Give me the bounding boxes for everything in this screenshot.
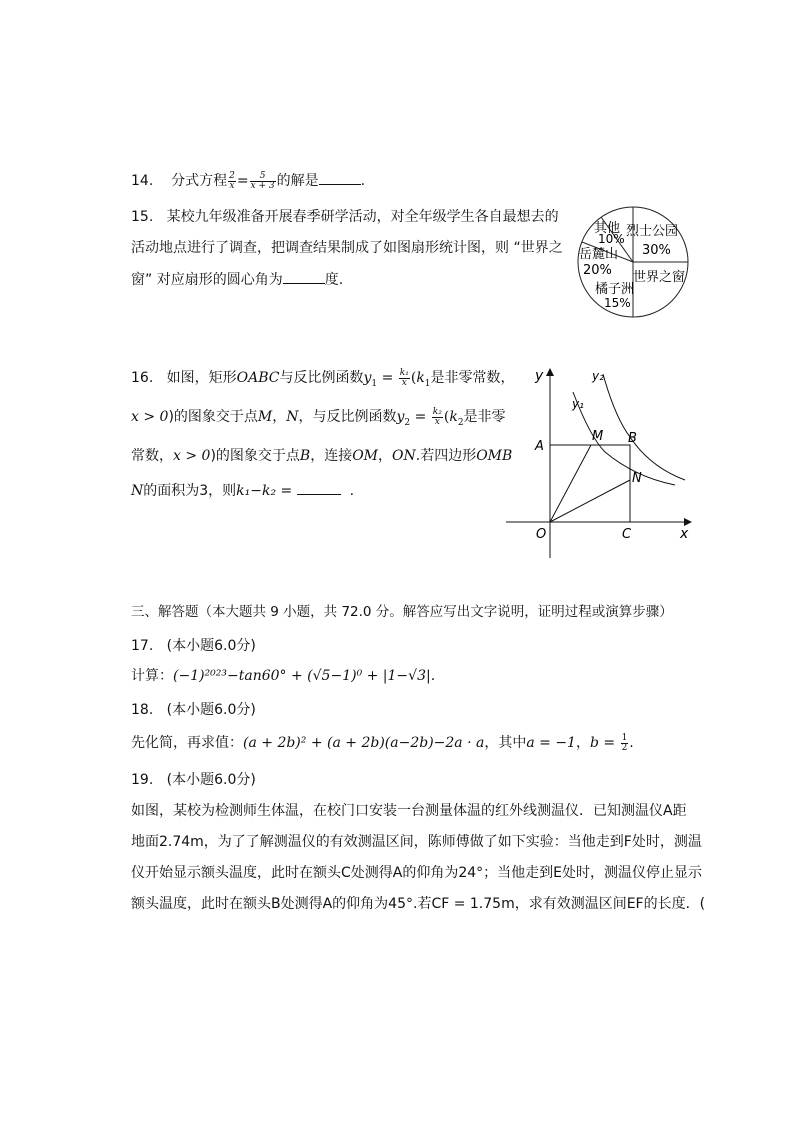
section-3-heading: 三、解答题（本大题共 9 小题，共 72.0 分。解答应写出文字说明，证明过程或演算步骤） bbox=[131, 604, 673, 620]
question-19-para-1: 如图，某校为检测师生体温，在校门口安装一台测量体温的红外线测温仪．已知测温仪A距 bbox=[131, 803, 687, 819]
q14-answer-blank[interactable] bbox=[319, 170, 361, 185]
q15-number: 15. bbox=[131, 209, 154, 225]
question-19-header: 19. (本小题6.0分) bbox=[131, 772, 256, 788]
label-point-N: N bbox=[632, 471, 642, 486]
question-16-line-2: x > 0)的图象交于点M，N，与反比例函数$y_2$ = $\frac{\text{k₂}}{x}$ ($k_2$是非零 bbox=[131, 406, 506, 428]
slice-value-yuelu: 20% bbox=[583, 263, 612, 278]
q14-text: 分式方程 bbox=[171, 173, 228, 189]
slice-label-yuelu: 岳麓山 bbox=[579, 247, 619, 262]
q18-fraction-half: $\frac{1}{2}$ bbox=[621, 732, 628, 753]
question-19-para-3: 仪开始显示额头温度，此时在额头C处测得A的仰角为24°；当他走到E处时，测温仪停止显示 bbox=[131, 865, 703, 881]
slice-label-orange-isle: 橘子洲 bbox=[595, 282, 635, 297]
question-16-line-1: 16. 如图，矩形OABC与反比例函数$y_1$ = $\frac{\text{k₁}}{x}$ ($k_1$是非零常数， bbox=[131, 367, 515, 389]
q16-number: 16. bbox=[131, 370, 154, 386]
slice-value-orange-isle: 15% bbox=[604, 296, 631, 310]
label-point-M: M bbox=[592, 429, 604, 444]
question-17-header: 17. (本小题6.0分) bbox=[131, 638, 256, 654]
question-15-line-2: 活动地点进行了调查，把调查结果制成了如图扇形统计图，则 “世界之 bbox=[131, 240, 563, 256]
label-point-A: A bbox=[535, 439, 544, 454]
question-14: 14. 分式方程 $\frac{2}{x}$ = $\frac{5}{x + 3}$ 的解是 . bbox=[131, 170, 366, 191]
curve-y1 bbox=[573, 392, 675, 485]
question-18-body: 先化简，再求值：(a + 2b)² + (a + 2b)(a−2b)−2a · a，其中a = −1，b = $\frac{1}{2}$ . bbox=[131, 732, 634, 753]
label-point-C: C bbox=[622, 527, 632, 542]
question-15-line-1: 15. 某校九年级准备开展春季研学活动，对全年级学生各自最想去的 bbox=[131, 209, 559, 225]
q16-fraction-k2: $\frac{\text{k₂}}{x}$ bbox=[432, 406, 442, 427]
q15-answer-blank[interactable] bbox=[283, 269, 325, 284]
slice-label-window: 世界之窗 bbox=[633, 270, 686, 285]
curve-y2 bbox=[603, 374, 685, 480]
rectangle-OABC bbox=[550, 445, 630, 522]
label-y-axis: y bbox=[535, 368, 544, 384]
question-16-line-3: 常数，x > 0)的图象交于点B，连接OM，ON.若四边形OMB bbox=[131, 448, 513, 464]
q14-fraction-2: $\frac{5}{x + 3}$ bbox=[250, 170, 275, 191]
label-y2: y₂ bbox=[592, 369, 604, 383]
label-x-axis: x bbox=[680, 526, 689, 542]
question-16-line-4: N的面积为3，则k₁−k₂ = . bbox=[131, 480, 354, 501]
slice-label-other: 其他 bbox=[594, 221, 621, 236]
segment-OM bbox=[550, 445, 591, 522]
question-17-body: 计算：(−1)²⁰²³−tan60° + (√5−1)⁰ + |1−√3|. bbox=[131, 668, 436, 684]
label-point-O: O bbox=[536, 527, 547, 542]
q14-fraction-1: $\frac{2}{x}$ bbox=[229, 170, 235, 191]
q16-fraction-k1: $\frac{\text{k₁}}{x}$ bbox=[399, 367, 409, 388]
question-18-header: 18. (本小题6.0分) bbox=[131, 702, 256, 718]
question-19-para-2: 地面2.74m，为了了解测温仪的有效测温区间，陈师傅做了如下实验：当他走到F处时，测温 bbox=[131, 834, 702, 850]
q14-number: 14. bbox=[131, 173, 154, 189]
question-19-para-4: 额头温度，此时在额头B处测得A的仰角为45°.若CF = 1.75m，求有效测温区间EF的长度．( bbox=[131, 896, 706, 912]
slice-value-other: 10% bbox=[598, 232, 625, 246]
question-15-line-3: 窗” 对应扇形的圆心角为 度. bbox=[131, 269, 343, 290]
pie-chart bbox=[574, 205, 694, 320]
q16-answer-blank[interactable] bbox=[297, 480, 341, 495]
slice-label-martyrs-park: 烈士公园 bbox=[626, 224, 679, 239]
label-y1: y₁ bbox=[572, 397, 584, 411]
slice-value-martyrs-park: 30% bbox=[642, 243, 671, 258]
segment-ON bbox=[550, 480, 630, 522]
label-point-B: B bbox=[628, 431, 637, 446]
inverse-function-graph bbox=[500, 362, 700, 562]
